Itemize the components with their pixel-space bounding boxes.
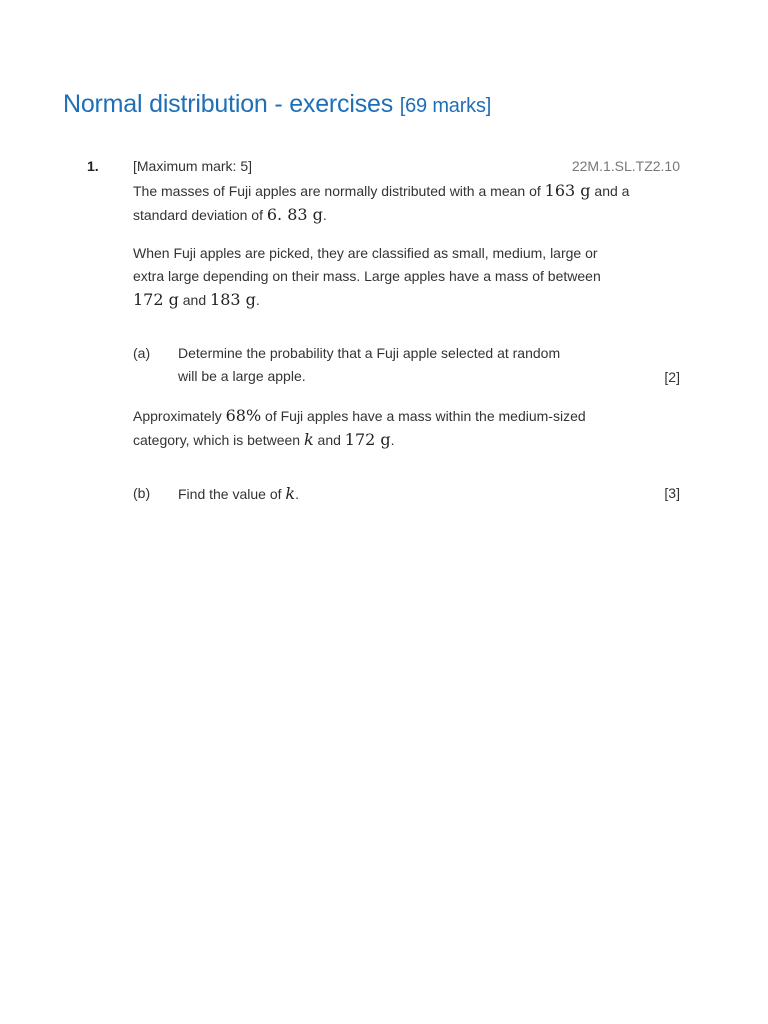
part-b-text-2: . [295, 486, 299, 502]
intro-text-2: and a standard deviation of [133, 183, 630, 223]
part-a-label: (a) [133, 345, 151, 361]
classification-lower-math: 172 g [133, 290, 179, 309]
intro-text-1: The masses of Fuji apples are normally distributed with a mean of [133, 183, 545, 199]
classification-text-2: and [178, 292, 211, 308]
part-a-text: Determine the probability that a Fuji apple selected at random will be a large apple. [178, 345, 561, 384]
question-max-mark: [Maximum mark: 5] [133, 158, 253, 174]
part-b-text [178, 482, 598, 506]
classification-text-3: . [255, 292, 260, 308]
classification-text-1: When Fuji apples are picked, they are classified as small, medium, large or extra large depending on their mass. Large apples have a mass of between [133, 245, 601, 284]
medium-text-1: Approximately [133, 408, 226, 424]
medium-text-3: and [313, 432, 345, 448]
question-medium-category [133, 404, 598, 452]
medium-upper-math: 172 g [344, 430, 391, 449]
question-intro [133, 179, 653, 227]
page-title [63, 90, 491, 119]
medium-k-math: k [303, 430, 314, 449]
medium-text-4: . [390, 432, 395, 448]
part-b-label: (b) [133, 485, 151, 501]
part-b-marks: [3] [664, 485, 680, 501]
title-total-marks: [69 marks] [399, 95, 492, 117]
intro-mean-math: 163 g [544, 181, 591, 200]
part-a-marks: [2] [664, 369, 680, 385]
medium-text-2: of Fuji apples have a mass within the medium-sized category, which is between [133, 408, 586, 448]
medium-percent-math: 68% [225, 406, 262, 425]
intro-text-3: . [322, 207, 327, 223]
intro-sd-math: 6. 83 g [266, 205, 323, 224]
question-code: 22M.1.SL.TZ2.10 [571, 158, 680, 174]
classification-upper-math: 183 g [210, 290, 256, 309]
title-text: Normal distribution - exercises [63, 90, 394, 118]
question-number: 1. [87, 158, 99, 174]
question-classification [133, 242, 628, 312]
part-b-k-math: k [285, 484, 296, 503]
part-b-text-1: Find the value of [178, 486, 286, 502]
